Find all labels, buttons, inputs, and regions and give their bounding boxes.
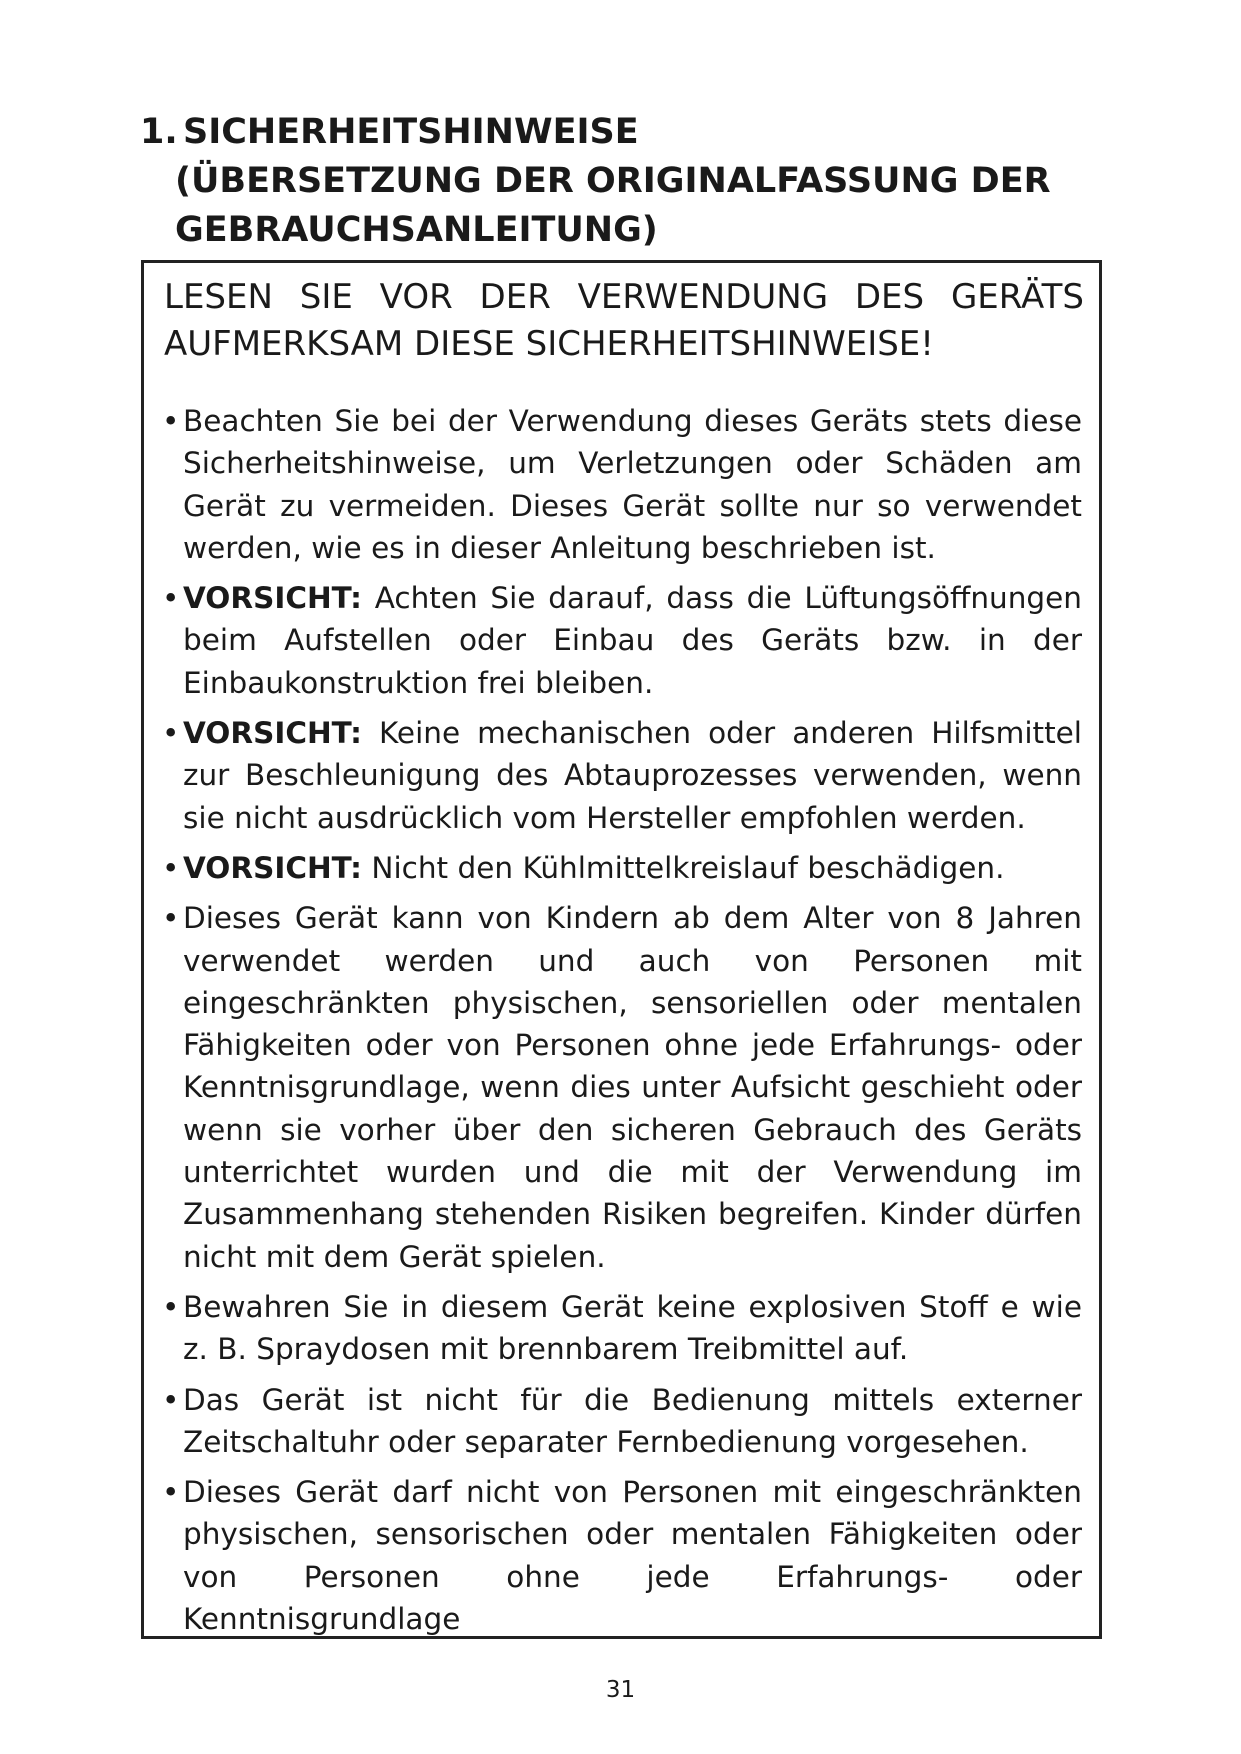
caution-label: VORSICHT: <box>183 581 362 616</box>
list-item <box>162 1471 1082 1640</box>
bullet-text: Das Gerät ist nicht für die Bedienung mittels externer Zeitschaltuhr oder separater Fernbedienung vorgesehen. <box>183 1382 1082 1459</box>
bullet-text: Bewahren Sie in diesem Gerät keine explosiven Stoff e wie z. B. Spraydosen mit brennbarem Treibmittel auf. <box>183 1289 1082 1367</box>
intro-warning-line-1: LESEN SIE VOR DER VERWENDUNG DES GERÄTS <box>164 277 1084 317</box>
bullet-text: Nicht den Kühlmittelkreislauf beschädigen. <box>371 850 1005 885</box>
caution-label: VORSICHT: <box>183 850 362 885</box>
bullet-text: Keine mechanischen oder anderen Hilfsmittel zur Beschleunigung des Abtauprozesses verwenden, wenn sie nicht ausdrücklich vom Hersteller empfohlen werden. <box>183 716 1082 835</box>
section-title-line-3: GEBRAUCHSANLEITUNG) <box>175 210 658 250</box>
bullet-marker: • <box>162 581 180 616</box>
bullet-text: Dieses Gerät darf nicht von Personen mit eingeschränkten physischen, sensorischen oder mentalen Fähigkeiten oder von Personen ohne jede Erfahrungs- oder Kenntnisgrundlage <box>183 1475 1082 1637</box>
bullet-marker: • <box>162 850 180 885</box>
bullet-text: Achten Sie darauf, dass die Lüftungsöffnungen beim Aufstellen oder Einbau des Geräts bzw. in der Einbaukonstruktion frei bleiben. <box>183 581 1082 700</box>
section-number: 1. <box>140 112 178 152</box>
page-number: 31 <box>605 1677 636 1703</box>
safety-bullet-list <box>162 400 1082 1648</box>
bullet-text: Beachten Sie bei der Verwendung dieses Geräts stets diese Sicherheitshinweise, um Verletzungen oder Schäden am Gerät zu vermeiden. Dieses Gerät sollte nur so verwendet werden, wie es in dieser Anleitung beschrieben ist. <box>183 404 1082 565</box>
list-item <box>162 577 1082 704</box>
intro-warning <box>164 274 1084 368</box>
bullet-marker: • <box>162 404 180 438</box>
bullet-marker: • <box>162 716 180 751</box>
bullet-marker: • <box>162 1382 180 1417</box>
bullet-text: Dieses Gerät kann von Kindern ab dem Alter von 8 Jahren verwendet werden und auch von Personen mit eingeschränkten physischen, sensoriellen oder mentalen Fähigkeiten oder von Personen ohne jede Erfahrungs- oder Kenntnisgrundlage, wenn dies unter Aufsicht geschieht oder wenn sie vorher über den sicheren Gebrauch des Geräts unterrichtet wurden und die mit der Verwendung im Zusammenhang stehenden Risiken begreifen. Kinder dürfen nicht mit dem Gerät spielen. <box>183 901 1082 1274</box>
list-item <box>162 897 1082 1278</box>
list-item <box>162 1286 1082 1371</box>
section-title-line-1: SICHERHEITSHINWEISE <box>183 112 639 152</box>
list-item <box>162 847 1082 889</box>
bullet-marker: • <box>162 901 180 936</box>
list-item <box>162 712 1082 839</box>
caution-label: VORSICHT: <box>183 716 362 751</box>
intro-warning-line-2: AUFMERKSAM DIESE SICHERHEITSHINWEISE! <box>164 324 934 364</box>
bullet-marker: • <box>162 1289 180 1324</box>
list-item <box>162 1379 1082 1464</box>
section-heading <box>140 108 1051 255</box>
section-title-line-2: (ÜBERSETZUNG DER ORIGINALFASSUNG DER <box>175 161 1051 201</box>
bullet-marker: • <box>162 1475 180 1510</box>
list-item <box>162 400 1082 569</box>
